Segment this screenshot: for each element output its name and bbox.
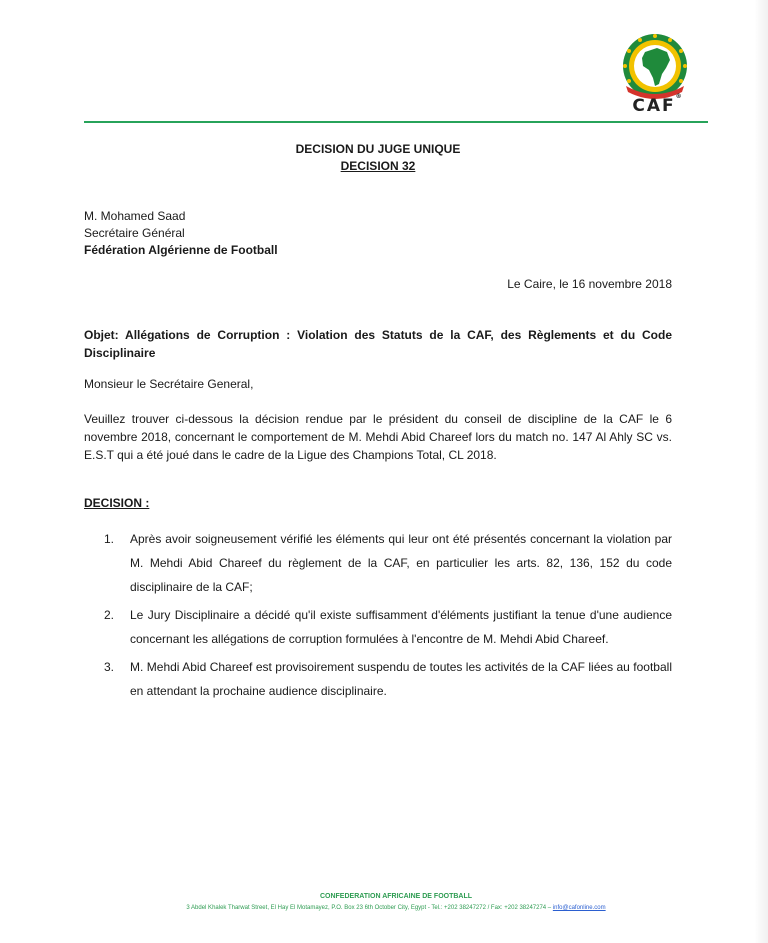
decision-item-2	[104, 603, 672, 651]
recipient-role: Secrétaire Général	[84, 226, 185, 240]
footer-organization: CONFEDERATION AFRICAINE DE FOOTBALL	[319, 893, 473, 900]
decision-number: DECISION 32	[340, 159, 416, 173]
decision-item-1	[104, 527, 672, 599]
footer-address-text: 3 Abdel Khalek Tharwat Street, El Hay El Motamayez, P.O. Box 23 6th October City, Egypt - Tel.: +202 38247272 / Fax: +202 38247274 –	[186, 905, 552, 911]
recipient-organization: Fédération Algérienne de Football	[84, 243, 278, 257]
document-title: DECISION DU JUGE UNIQUE	[295, 142, 461, 156]
decision-item-text: Le Jury Disciplinaire a décidé qu'il existe suffisamment d'éléments justifiant la tenue d'une audience concernant les allégations de corruption formulées à l'encontre de M. Mehdi Abid Chareef.	[130, 608, 672, 646]
subject-line: Objet: Allégations de Corruption : Violation des Statuts de la CAF, des Règlements et du Code Disciplinaire	[84, 328, 672, 360]
decision-item-text: M. Mehdi Abid Chareef est provisoirement suspendu de toutes les activités de la CAF liées au football en attendant la prochaine audience disciplinaire.	[130, 660, 672, 698]
salutation: Monsieur le Secrétaire General,	[84, 377, 254, 391]
page-edge-shadow	[754, 0, 768, 943]
logo-wordmark: CAF	[632, 96, 676, 116]
intro-paragraph: Veuillez trouver ci-dessous la décision rendue par le président du conseil de discipline de la CAF le 6 novembre 2018, concernant le comportement de M. Mehdi Abid Chareef lors du match no. 147 Al Ahly SC vs. E.S.T qui a été joué dans le cadre de la Ligue des Champions Total, CL 2018.	[84, 412, 672, 462]
letter-date: Le Caire, le 16 novembre 2018	[507, 277, 672, 291]
decision-list	[104, 527, 672, 707]
decision-item-3	[104, 655, 672, 703]
decision-item-text: Après avoir soigneusement vérifié les éléments qui leur ont été présentés concernant la violation par M. Mehdi Abid Chareef du règlement de la CAF, en particulier les arts. 82, 136, 152 du code disciplinaire de la CAF;	[130, 532, 672, 594]
recipient-name: M. Mohamed Saad	[84, 209, 186, 223]
decision-item-number: 1.	[104, 532, 115, 546]
footer-email-link[interactable]: info@cafonline.com	[552, 905, 606, 911]
decision-item-number: 3.	[104, 660, 115, 674]
decision-heading: DECISION :	[84, 496, 150, 510]
footer-address	[84, 905, 708, 911]
caf-logo-text	[620, 93, 694, 116]
registered-mark: ®	[675, 93, 682, 101]
header-divider	[84, 121, 708, 123]
decision-item-number: 2.	[104, 608, 115, 622]
